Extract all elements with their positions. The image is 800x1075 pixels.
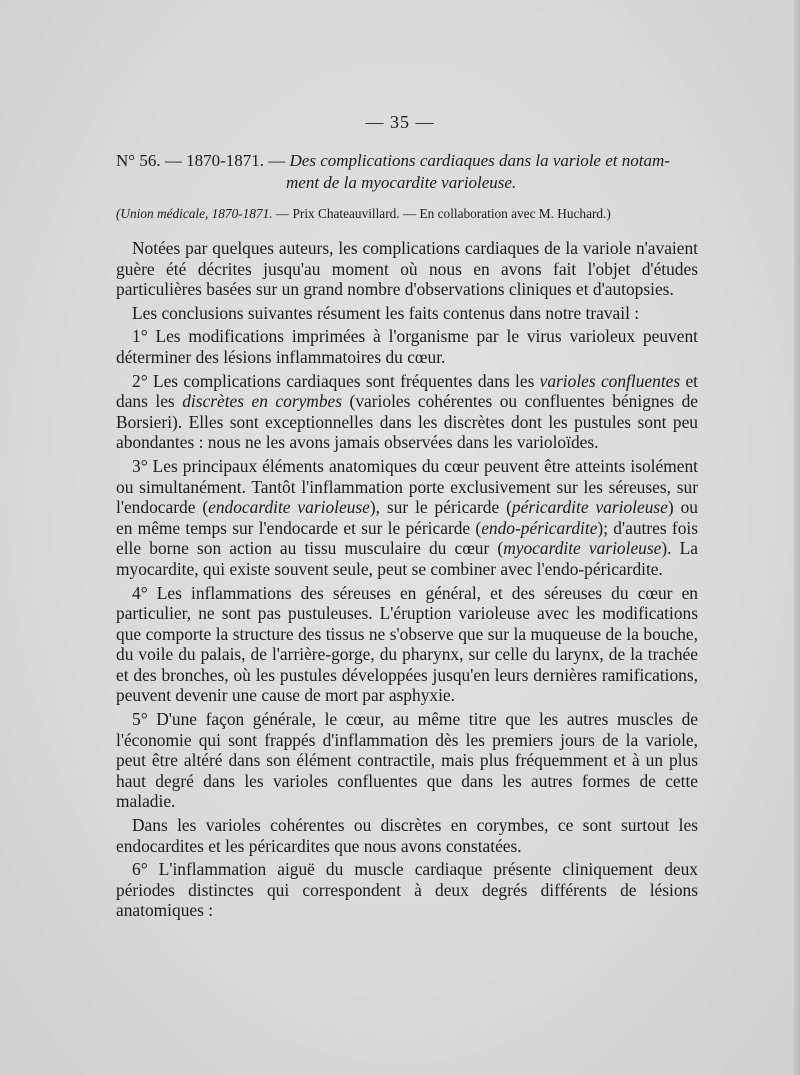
paragraph-intro: Notées par quelques auteurs, les complications cardiaques de la variole n'avaient guère été décrites jusqu'au moment où nous en avons fait l'objet d'études particulières basées sur un grand nombre d'observations cliniques et d'autopsies. — [116, 238, 698, 300]
reference-journal: (Union médicale, 1870-1871. — [116, 206, 273, 221]
italic-term: endocardite varioleuse — [208, 497, 370, 518]
italic-term: myocardite varioleuse — [503, 538, 662, 559]
text-run: ). La myocardite, qui existe souvent seule, peut se combiner avec l'endo-péricardite. — [116, 538, 698, 579]
entry-title-line2: ment de la myocardite varioleuse. — [286, 173, 517, 192]
paragraph-coherent-varioles: Dans les varioles cohérentes ou discrètes en corymbes, ce sont surtout les endocardites et les péricardites que nous avons constatées. — [116, 815, 698, 856]
text-run: ) ou en même temps sur l'endocarde et sur le péricarde ( — [116, 497, 698, 538]
publication-reference — [116, 205, 698, 223]
italic-term: discrètes en corymbes — [182, 391, 343, 412]
page-number: — 35 — — [365, 112, 435, 132]
paragraph-point-6: 6° L'inflammation aiguë du muscle cardiaque présente cliniquement deux périodes distinctes qui correspondent à deux degrés différents de lésions anatomiques : — [116, 859, 698, 921]
paragraph-point-4: 4° Les inflammations des séreuses en général, et des séreuses du cœur en particulier, ne sont pas pustuleuses. L'éruption varioleuse avec les modifications que comporte la structure des tissus ne s'observe que sur la muqueuse de la bouche, du voile du palais, de l'arrière-gorge, du pharynx, sur celle du larynx, de la trachée et des bronches, où les pustules développées jusqu'en leurs dernières ramifications, peuvent devenir une cause de mort par asphyxie. — [116, 582, 698, 706]
body-text — [116, 238, 698, 921]
reference-details: — Prix Chateauvillard. — En collaboration avec M. Huchard.) — [272, 206, 611, 221]
paragraph-conclusions: Les conclusions suivantes résument les faits contenus dans notre travail : — [132, 302, 640, 323]
text-run: ); d'autres fois elle borne son action au tissu musculaire du cœur ( — [116, 517, 698, 559]
text-run: et dans les — [116, 370, 698, 412]
paragraph-point-5: 5° D'une façon générale, le cœur, au même titre que les autres muscles de l'économie qui sont frappés d'inflammation dès les premiers jours de la variole, peut être altéré dans son élément contractile, mais plus fréquemment et à un plus haut degré dans les varioles confluentes que dans les autres formes de cette maladie. — [116, 709, 698, 812]
italic-term: varioles confluentes — [539, 370, 681, 391]
entry-title-line1: Des complications cardiaques dans la variole et notam- — [289, 151, 670, 170]
page-edge-shadow — [794, 0, 800, 1075]
text-run: 2° Les complications cardiaques sont fréquentes dans les — [132, 370, 540, 391]
text-run: (varioles cohérentes ou confluentes bénignes de Borsieri). Elles sont exceptionnelles dans les discrètes dont les pustules sont peu abondantes : nous ne les avons jamais observées dans les varioloïdes. — [116, 391, 698, 453]
paragraph-point-2 — [116, 371, 698, 453]
entry-number: N° 56. — 1870-1871. — — [116, 151, 286, 170]
italic-term: péricardite varioleuse — [511, 497, 668, 518]
paragraph-point-3 — [116, 456, 698, 580]
text-run: ), sur le péricarde ( — [369, 497, 512, 518]
entry-heading — [116, 150, 698, 194]
text-run: 3° Les principaux éléments anatomiques du cœur peuvent être atteints isolément ou simultanément. Tantôt l'inflammation porte exclusivement sur les séreuses, sur l'endocarde ( — [116, 455, 698, 518]
italic-term: endo-péricardite — [481, 517, 598, 538]
paragraph-point-1: 1° Les modifications imprimées à l'organisme par le virus varioleux peuvent déterminer des lésions inflammatoires du cœur. — [116, 326, 698, 367]
